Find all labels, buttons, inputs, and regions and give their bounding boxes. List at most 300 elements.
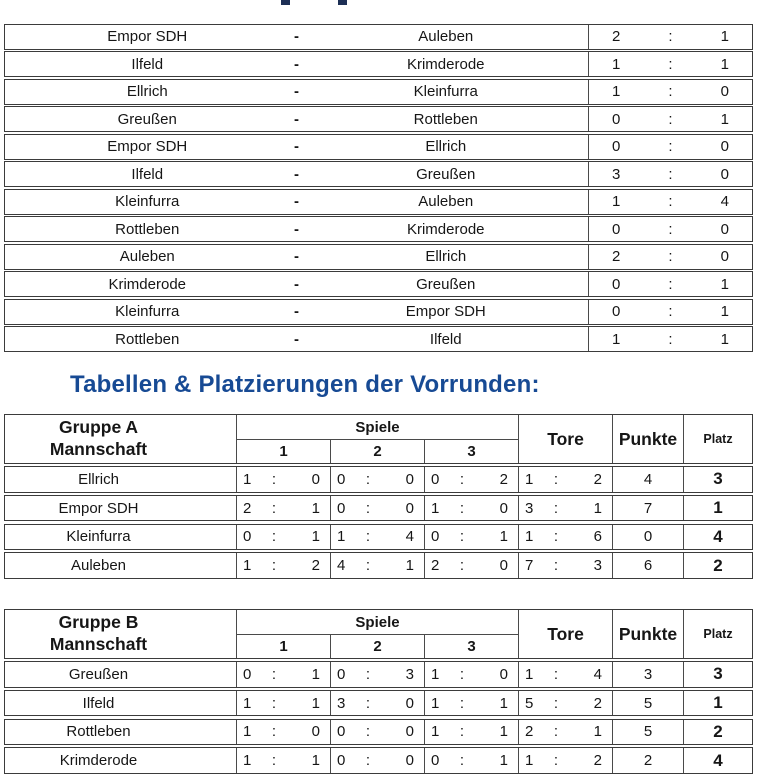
score-separator: : (553, 470, 559, 488)
home-score: 2 (611, 28, 621, 45)
goals-against-total: 1 (593, 499, 602, 517)
goals-for: 0 (431, 470, 440, 488)
game-1-score (236, 748, 330, 773)
goals-for: 3 (337, 694, 346, 712)
goals-against: 2 (499, 470, 508, 488)
score-separator: : (553, 557, 559, 574)
score-separator: : (668, 275, 673, 293)
matchup-cell (5, 135, 588, 159)
goals-against-total: 2 (593, 470, 602, 488)
group-b-table (4, 609, 753, 774)
away-score: 1 (720, 330, 729, 348)
goals-against: 0 (405, 752, 414, 769)
game-3-score (424, 525, 518, 550)
goals-against-total: 2 (593, 752, 602, 769)
score-separator: : (553, 499, 559, 517)
goals-against: 0 (405, 694, 414, 712)
home-score: 0 (611, 110, 621, 128)
punkte-cell: 6 (612, 553, 683, 578)
home-team: Rottleben (115, 220, 180, 238)
score-separator: : (668, 193, 673, 210)
away-team: Greußen (416, 275, 476, 293)
team-separator: - (294, 303, 299, 320)
score-separator: : (668, 138, 673, 155)
team-column-label: Mannschaft (49, 634, 148, 654)
game-3-score (424, 467, 518, 492)
score-separator: : (553, 665, 559, 683)
platz-cell: 2 (683, 720, 752, 745)
platz-cell: 4 (683, 525, 752, 550)
results-table (4, 22, 753, 352)
score-separator: : (271, 528, 277, 546)
goals-for: 1 (243, 557, 252, 574)
goals-for-total: 1 (525, 665, 534, 683)
home-score: 3 (611, 165, 621, 183)
goals-for-total: 1 (525, 470, 534, 488)
team-name: Ilfeld (82, 694, 115, 712)
group-a-rows (4, 466, 753, 579)
punkte-cell: 5 (612, 691, 683, 716)
goals-for: 1 (243, 752, 252, 769)
goals-for: 2 (243, 499, 252, 517)
score-cell (588, 300, 752, 324)
score-separator: : (668, 28, 673, 45)
result-row (4, 189, 753, 215)
game-2-score (330, 720, 424, 745)
game-1-score (236, 691, 330, 716)
matchup-cell (5, 217, 588, 241)
matchup-cell (5, 52, 588, 76)
section-heading: Tabellen & Platzierungen der Vorrunden: (70, 371, 540, 398)
matchup-cell (5, 272, 588, 296)
goals-against: 0 (405, 723, 414, 741)
group-b-header (4, 609, 753, 659)
away-score: 1 (720, 110, 729, 128)
team-name: Krimderode (59, 752, 138, 769)
goals-against: 0 (499, 499, 508, 517)
punkte-cell: 3 (612, 662, 683, 687)
goals-against-total: 3 (593, 557, 602, 574)
tore-cell (518, 720, 612, 745)
home-team: Kleinfurra (115, 193, 180, 210)
goals-against: 1 (311, 665, 320, 683)
game-2-score (330, 467, 424, 492)
away-score: 4 (720, 193, 729, 210)
tore-label: Tore (518, 415, 612, 463)
goals-for: 0 (243, 665, 252, 683)
goals-against: 0 (311, 723, 320, 741)
group-a-table (4, 414, 753, 579)
score-separator: : (365, 557, 371, 574)
score-separator: : (365, 528, 371, 546)
home-team: Kleinfurra (115, 303, 180, 320)
team-row (4, 466, 753, 493)
platz-cell: 1 (683, 691, 752, 716)
goals-for: 1 (243, 723, 252, 741)
team-row (4, 661, 753, 688)
goals-against: 0 (311, 470, 320, 488)
result-row (4, 326, 753, 352)
game-3-score (424, 691, 518, 716)
team-separator: - (294, 330, 299, 348)
score-separator: : (668, 220, 673, 238)
score-separator: : (271, 694, 277, 712)
result-row (4, 244, 753, 270)
score-cell (588, 190, 752, 214)
home-score: 0 (611, 275, 621, 293)
away-score: 0 (720, 83, 729, 100)
home-score: 0 (611, 220, 621, 238)
team-name: Greußen (68, 665, 129, 683)
away-score: 1 (720, 275, 729, 293)
team-row (4, 524, 753, 551)
platz-cell: 2 (683, 553, 752, 578)
goals-against-total: 1 (593, 723, 602, 741)
team-separator: - (294, 83, 299, 100)
goals-against: 1 (405, 557, 414, 574)
score-cell (588, 272, 752, 296)
punkte-label: Punkte (612, 610, 683, 658)
goals-for-total: 1 (525, 528, 534, 546)
score-cell (588, 327, 752, 351)
home-score: 2 (611, 248, 621, 265)
away-team: Rottleben (413, 110, 478, 128)
score-separator: : (668, 248, 673, 265)
score-separator: : (668, 55, 673, 73)
result-row (4, 271, 753, 297)
score-separator: : (668, 83, 673, 100)
score-separator: : (459, 499, 465, 517)
home-team: Greußen (117, 110, 177, 128)
goals-for-total: 1 (525, 752, 534, 769)
score-separator: : (271, 557, 277, 574)
tore-cell (518, 662, 612, 687)
goals-for-total: 2 (525, 723, 534, 741)
game-2-score (330, 553, 424, 578)
platz-cell: 1 (683, 496, 752, 521)
team-separator: - (294, 28, 299, 45)
platz-label: Platz (683, 610, 752, 658)
home-score: 1 (611, 330, 621, 348)
punkte-cell: 0 (612, 525, 683, 550)
platz-cell: 4 (683, 748, 752, 773)
score-separator: : (365, 723, 371, 741)
team-separator: - (294, 193, 299, 210)
game-3-score (424, 720, 518, 745)
score-separator: : (459, 694, 465, 712)
score-separator: : (271, 665, 277, 683)
platz-label: Platz (683, 415, 752, 463)
matchup-cell (5, 190, 588, 214)
spiele-label: Spiele (237, 415, 518, 440)
score-separator: : (668, 165, 673, 183)
matchup-cell (5, 107, 588, 131)
away-team: Ellrich (425, 138, 467, 155)
result-row (4, 79, 753, 105)
goals-for: 1 (243, 694, 252, 712)
score-separator: : (365, 499, 371, 517)
goals-against: 0 (499, 557, 508, 574)
game-1-score (236, 720, 330, 745)
matchup-cell (5, 300, 588, 324)
game-1-label: 1 (279, 443, 288, 460)
score-cell (588, 25, 752, 49)
goals-for: 1 (431, 499, 440, 517)
home-score: 0 (611, 138, 621, 155)
team-row (4, 552, 753, 579)
game-1-score (236, 662, 330, 687)
punkte-cell: 4 (612, 467, 683, 492)
goals-against-total: 6 (593, 528, 602, 546)
score-separator: : (459, 528, 465, 546)
team-separator: - (294, 220, 299, 238)
game-number-row (237, 635, 518, 658)
score-separator: : (459, 665, 465, 683)
punkte-cell: 2 (612, 748, 683, 773)
game-2-score (330, 525, 424, 550)
group-a-header (4, 414, 753, 464)
score-separator: : (459, 470, 465, 488)
team-row (4, 719, 753, 746)
score-separator: : (365, 694, 371, 712)
result-row (4, 161, 753, 187)
result-row (4, 134, 753, 160)
goals-for: 4 (337, 557, 346, 574)
game-3-score (424, 553, 518, 578)
goals-against: 3 (405, 665, 414, 683)
team-name: Auleben (70, 557, 127, 574)
score-separator: : (365, 752, 371, 769)
group-team-header (5, 415, 236, 463)
game-2-score (330, 496, 424, 521)
home-score: 1 (611, 193, 621, 210)
home-team: Empor SDH (107, 28, 188, 45)
result-row (4, 51, 753, 77)
group-label: Gruppe A (58, 417, 139, 438)
result-row (4, 106, 753, 132)
away-team: Krimderode (406, 220, 485, 238)
goals-against: 4 (405, 528, 414, 546)
clipped-heading-fragment (338, 0, 347, 5)
team-row (4, 747, 753, 774)
punkte-cell: 5 (612, 720, 683, 745)
game-1-label: 1 (279, 638, 288, 655)
score-separator: : (271, 499, 277, 517)
away-team: Auleben (418, 28, 474, 45)
goals-against: 1 (499, 694, 508, 712)
team-separator: - (294, 138, 299, 155)
goals-for: 0 (337, 470, 346, 488)
goals-for: 0 (243, 528, 252, 546)
tore-cell (518, 553, 612, 578)
away-team: Auleben (418, 193, 474, 210)
tore-cell (518, 691, 612, 716)
score-separator: : (365, 470, 371, 488)
team-name: Kleinfurra (66, 528, 131, 546)
goals-against: 1 (311, 752, 320, 769)
score-separator: : (271, 752, 277, 769)
game-3-label: 3 (424, 440, 518, 463)
result-row (4, 24, 753, 50)
team-separator: - (294, 55, 299, 73)
away-team: Ellrich (425, 248, 467, 265)
matchup-cell (5, 245, 588, 269)
game-1-score (236, 525, 330, 550)
goals-against: 1 (311, 528, 320, 546)
away-score: 0 (720, 138, 729, 155)
away-score: 1 (720, 28, 729, 45)
matchup-cell (5, 162, 588, 186)
spiele-label: Spiele (237, 610, 518, 635)
home-team: Rottleben (115, 330, 180, 348)
score-separator: : (459, 557, 465, 574)
home-score: 0 (611, 303, 621, 320)
away-score: 1 (720, 55, 729, 73)
score-cell (588, 245, 752, 269)
goals-against-total: 2 (593, 694, 602, 712)
score-cell (588, 217, 752, 241)
goals-against: 1 (311, 694, 320, 712)
goals-for: 1 (431, 665, 440, 683)
score-separator: : (668, 303, 673, 320)
game-1-score (236, 553, 330, 578)
goals-for-total: 7 (525, 557, 534, 574)
goals-for: 0 (337, 752, 346, 769)
game-3-score (424, 496, 518, 521)
home-team: Auleben (119, 248, 175, 265)
result-row (4, 299, 753, 325)
score-separator: : (553, 694, 559, 712)
tore-cell (518, 748, 612, 773)
score-separator: : (365, 665, 371, 683)
away-score: 0 (720, 248, 729, 265)
home-team: Ilfeld (131, 165, 164, 183)
home-score: 1 (611, 55, 621, 73)
punkte-label: Punkte (612, 415, 683, 463)
home-team: Empor SDH (107, 138, 188, 155)
score-separator: : (668, 110, 673, 128)
game-2-label: 2 (330, 635, 424, 658)
goals-for: 0 (337, 665, 346, 683)
goals-for: 0 (337, 499, 346, 517)
game-2-score (330, 662, 424, 687)
tore-label: Tore (518, 610, 612, 658)
score-separator: : (459, 723, 465, 741)
home-team: Ellrich (126, 83, 168, 100)
team-separator: - (294, 248, 299, 265)
score-cell (588, 80, 752, 104)
goals-for: 0 (431, 528, 440, 546)
goals-for: 0 (431, 752, 440, 769)
score-separator: : (553, 723, 559, 741)
game-3-score (424, 662, 518, 687)
team-row (4, 690, 753, 717)
score-cell (588, 107, 752, 131)
away-team: Kleinfurra (413, 83, 478, 100)
game-3-score (424, 748, 518, 773)
team-separator: - (294, 110, 299, 128)
matchup-cell (5, 327, 588, 351)
goals-against: 1 (499, 723, 508, 741)
team-separator: - (294, 165, 299, 183)
score-separator: : (668, 330, 673, 348)
home-team: Ilfeld (131, 55, 164, 73)
goals-for: 1 (431, 723, 440, 741)
score-separator: : (271, 723, 277, 741)
score-separator: : (271, 470, 277, 488)
score-cell (588, 135, 752, 159)
home-score: 1 (611, 83, 621, 100)
goals-for-total: 5 (525, 694, 534, 712)
platz-cell: 3 (683, 662, 752, 687)
matchup-cell (5, 25, 588, 49)
goals-against: 2 (311, 557, 320, 574)
game-1-score (236, 496, 330, 521)
away-score: 0 (720, 165, 729, 183)
goals-for: 1 (431, 694, 440, 712)
away-team: Empor SDH (405, 303, 486, 320)
away-score: 1 (720, 303, 729, 320)
goals-against: 1 (499, 752, 508, 769)
score-separator: : (553, 528, 559, 546)
goals-against: 0 (405, 499, 414, 517)
score-cell (588, 162, 752, 186)
team-separator: - (294, 275, 299, 293)
goals-against-total: 4 (593, 665, 602, 683)
score-separator: : (553, 752, 559, 769)
team-row (4, 495, 753, 522)
goals-for: 1 (337, 528, 346, 546)
goals-for: 1 (243, 470, 252, 488)
away-score: 0 (720, 220, 729, 238)
team-name: Ellrich (78, 470, 119, 488)
goals-against: 0 (499, 665, 508, 683)
goals-against: 0 (405, 470, 414, 488)
tore-cell (518, 496, 612, 521)
game-1-score (236, 467, 330, 492)
game-2-score (330, 691, 424, 716)
game-2-score (330, 748, 424, 773)
home-team: Krimderode (108, 275, 187, 293)
game-number-row (237, 440, 518, 463)
tore-cell (518, 525, 612, 550)
score-separator: : (459, 752, 465, 769)
game-2-label: 2 (330, 440, 424, 463)
platz-cell: 3 (683, 467, 752, 492)
team-name: Rottleben (66, 723, 131, 741)
punkte-cell: 7 (612, 496, 683, 521)
score-cell (588, 52, 752, 76)
team-column-label: Mannschaft (49, 439, 148, 459)
away-team: Greußen (416, 165, 476, 183)
group-b-rows (4, 661, 753, 774)
away-team: Krimderode (406, 55, 485, 73)
away-team: Ilfeld (429, 330, 462, 348)
matchup-cell (5, 80, 588, 104)
goals-against: 1 (499, 528, 508, 546)
goals-for: 2 (431, 557, 440, 574)
spiele-header (236, 415, 518, 463)
goals-against: 1 (311, 499, 320, 517)
clipped-heading-fragment (281, 0, 290, 5)
game-3-label: 3 (424, 635, 518, 658)
goals-for-total: 3 (525, 499, 534, 517)
tore-cell (518, 467, 612, 492)
team-name: Empor SDH (58, 499, 139, 517)
result-row (4, 216, 753, 242)
group-team-header (5, 610, 236, 658)
goals-for: 0 (337, 723, 346, 741)
